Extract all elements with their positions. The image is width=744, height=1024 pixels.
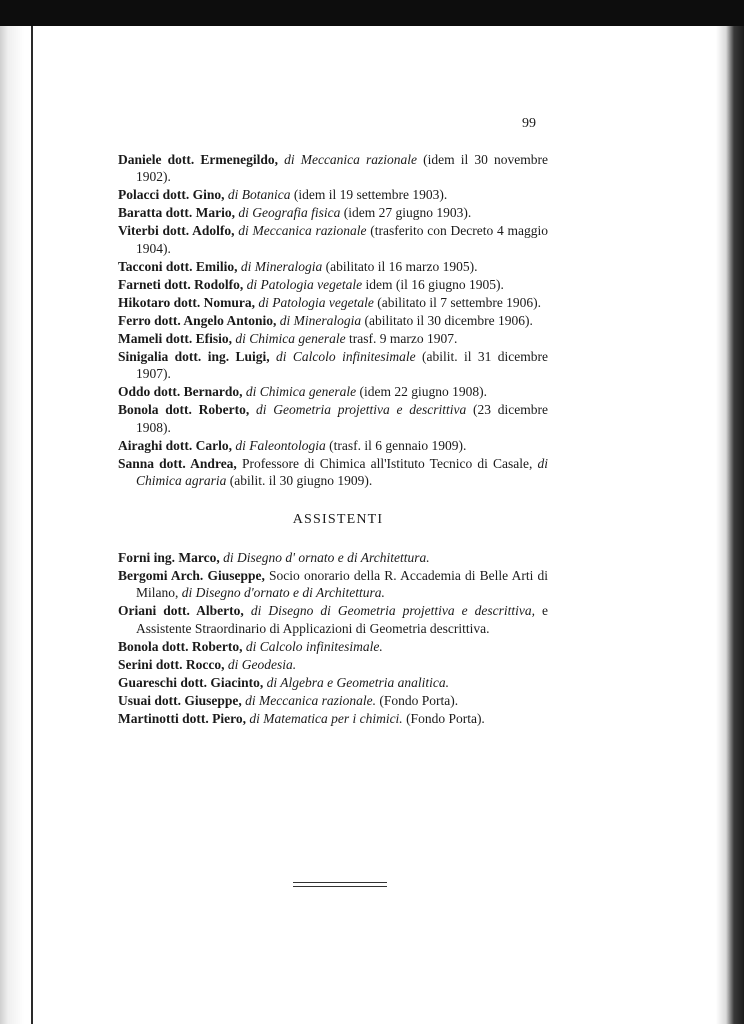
entry-post: e Assistente Straordinario di Applicazioni di Geometria descrittiva. (136, 603, 549, 636)
entry-name: Guareschi dott. Giacinto, (118, 674, 264, 690)
entry-note: (abilit. il 30 giugno 1909). (229, 473, 373, 489)
entry-note: (idem il 19 settembre 1903). (293, 187, 448, 203)
entry-note: (trasf. il 6 gennaio 1909). (329, 437, 467, 453)
professor-entry (118, 222, 548, 257)
entry-field: di Chimica generale (245, 384, 357, 400)
entry-name: Forni ing. Marco, (118, 549, 220, 565)
entry-name: Polacci dott. Gino, (118, 187, 225, 203)
entry-note: (trasferito con Decreto 4 maggio 1904). (136, 223, 548, 256)
entry-name: Baratta dott. Mario, (118, 205, 235, 221)
assistant-entry (118, 567, 548, 602)
entry-field: di Calcolo infinitesimale. (245, 638, 383, 654)
entry-name: Oriani dott. Alberto, (118, 603, 244, 619)
entry-field: di Disegno d'ornato e di Architettura. (181, 585, 385, 601)
entry-name: Mameli dott. Efisio, (118, 330, 232, 346)
scan-top-border (0, 0, 744, 26)
entry-name: Viterbi dott. Adolfo, (118, 223, 235, 239)
entry-field: di Geometria projettiva e descrittiva (256, 402, 467, 418)
entry-name: Airaghi dott. Carlo, (118, 437, 232, 453)
entry-field: di Botanica (227, 187, 291, 203)
assistant-entry (118, 549, 548, 566)
professor-entry (118, 258, 548, 275)
section-title: ASSISTENTI (292, 512, 384, 528)
professor-entry (118, 204, 548, 221)
entry-field: di Disegno di Geometria projettiva e descrittiva, (250, 603, 535, 619)
professor-entry (118, 294, 548, 311)
entry-name: Bonola dott. Roberto, (118, 402, 250, 418)
entry-field: di Chimica agraria (136, 455, 548, 489)
entry-field: di Algebra e Geometria analitica. (266, 674, 449, 690)
entry-name: Bergomi Arch. Giuseppe, (118, 567, 265, 583)
entry-pre: Socio onorario della R. Accademia di Belle Arti di Milano, (136, 567, 549, 601)
entry-name: Oddo dott. Bernardo, (118, 384, 243, 400)
entry-field: di Matematica per i chimici. (249, 710, 403, 726)
entry-name: Sanna dott. Andrea, (118, 455, 237, 471)
entry-note: idem (il 16 giugno 1905). (365, 276, 504, 292)
scan-right-page-edge (716, 26, 744, 1024)
assistant-entry (118, 692, 548, 709)
closing-rule (293, 882, 387, 887)
professor-entry (118, 330, 548, 347)
entry-field: di Calcolo infinitesimale (276, 348, 416, 364)
entry-name: Ferro dott. Angelo Antonio, (118, 312, 277, 328)
page-number: 99 (522, 116, 536, 131)
professor-entry (118, 437, 548, 454)
entry-note: (abilitato il 30 dicembre 1906). (364, 312, 533, 328)
entry-post: (Fondo Porta). (379, 692, 459, 708)
entry-name: Sinigalia dott. ing. Luigi, (118, 348, 270, 364)
assistant-entry (118, 674, 548, 691)
entry-field: di Patologia vegetale (258, 294, 374, 310)
entry-field: di Chimica generale (235, 330, 346, 346)
entry-note: (idem il 30 novembre 1902). (136, 152, 548, 185)
page-body (118, 151, 548, 728)
entry-name: Usuai dott. Giuseppe, (118, 692, 242, 708)
professor-entry (118, 455, 548, 490)
entry-field: di Faleontologia (235, 437, 326, 453)
entry-field: di Meccanica razionale. (245, 692, 376, 708)
professor-entry (118, 348, 548, 383)
entry-note: (abilitato il 16 marzo 1905). (325, 258, 478, 274)
professor-entry (118, 186, 548, 203)
assistant-list (118, 549, 548, 727)
entry-note: (abilit. il 31 dicembre 1907). (136, 348, 549, 382)
professor-entry (118, 401, 548, 436)
assistant-entry (118, 656, 548, 673)
entry-field: di Patologia vegetale (246, 276, 363, 292)
entry-note: (abilitato il 7 settembre 1906). (377, 294, 542, 310)
entry-note: (23 dicembre 1908). (136, 402, 549, 435)
entry-note: (idem 27 giugno 1903). (343, 205, 472, 221)
entry-field: di Geografia fisica (238, 205, 341, 221)
entry-name: Tacconi dott. Emilio, (118, 258, 238, 274)
entry-field: di Meccanica razionale (284, 152, 418, 167)
entry-name: Bonola dott. Roberto, (118, 638, 243, 654)
entry-name: Serini dott. Rocco, (118, 656, 225, 672)
entry-name: Farneti dott. Rodolfo, (118, 276, 244, 292)
professor-entry (118, 276, 548, 293)
professor-entry (118, 151, 548, 186)
professor-entry (118, 312, 548, 329)
entry-note: (idem 22 giugno 1908). (359, 384, 487, 400)
entry-field: di Mineralogia (240, 258, 323, 274)
assistant-entry (118, 710, 548, 727)
entry-post: (Fondo Porta). (406, 710, 485, 726)
entry-name: Daniele dott. Ermenegildo, (118, 152, 278, 167)
scan-left-binding-line (31, 26, 33, 1024)
entry-name: Martinotti dott. Piero, (118, 710, 246, 726)
entry-field: di Mineralogia (279, 312, 362, 328)
professor-list (118, 151, 548, 489)
entry-pre: Professore di Chimica all'Istituto Tecnico di Casale, (241, 455, 533, 471)
entry-field: di Disegno d' ornato e di Architettura. (223, 549, 430, 565)
assistant-entry (118, 602, 548, 637)
scan-left-margin (0, 26, 32, 1024)
entry-field: di Meccanica razionale (238, 223, 367, 239)
entry-name: Hikotaro dott. Nomura, (118, 294, 255, 310)
assistant-entry (118, 638, 548, 655)
entry-note: trasf. 9 marzo 1907. (348, 330, 458, 346)
entry-field: di Geodesia. (227, 656, 297, 672)
professor-entry (118, 383, 548, 400)
